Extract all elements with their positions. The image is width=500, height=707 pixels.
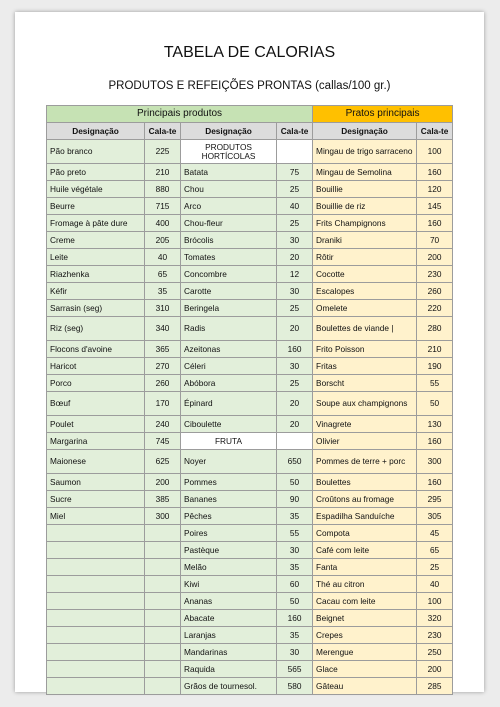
- product-calories: 65: [145, 266, 181, 283]
- product-calories: [145, 525, 181, 542]
- vegetable-fruit-name: Pastèque: [181, 542, 277, 559]
- table-row: [47, 300, 453, 317]
- product-name: [47, 576, 145, 593]
- product-name: Fromage à pâte dure: [47, 215, 145, 232]
- vegetable-fruit-name: Brócolis: [181, 232, 277, 249]
- product-name: Pão preto: [47, 164, 145, 181]
- product-name: [47, 644, 145, 661]
- product-calories: 365: [145, 341, 181, 358]
- product-calories: 210: [145, 164, 181, 181]
- product-calories: [145, 678, 181, 695]
- vegetable-fruit-calories: 55: [277, 525, 313, 542]
- vegetable-fruit-calories: 650: [277, 450, 313, 474]
- table-row: [47, 627, 453, 644]
- product-calories: 310: [145, 300, 181, 317]
- dish-name: Cacau com leite: [313, 593, 417, 610]
- table-row: [47, 678, 453, 695]
- vegetable-fruit-name: Beringela: [181, 300, 277, 317]
- vegetable-fruit-calories: 30: [277, 232, 313, 249]
- table-row: [47, 433, 453, 450]
- dish-name: Bouillie: [313, 181, 417, 198]
- vegetable-fruit-name: Mandarinas: [181, 644, 277, 661]
- table-row: [47, 661, 453, 678]
- product-name: Flocons d'avoine: [47, 341, 145, 358]
- table-row: [47, 232, 453, 249]
- product-calories: 300: [145, 508, 181, 525]
- vegetable-fruit-name: Grãos de tournesol.: [181, 678, 277, 695]
- vegetable-fruit-name: Poires: [181, 525, 277, 542]
- vegetable-fruit-calories: 25: [277, 375, 313, 392]
- table-row: [47, 610, 453, 627]
- dish-calories: 305: [417, 508, 453, 525]
- vegetable-fruit-calories: 20: [277, 392, 313, 416]
- table-row: [47, 375, 453, 392]
- vegetable-fruit-calories: 35: [277, 559, 313, 576]
- table-row: [47, 249, 453, 266]
- vegetable-fruit-name: Arco: [181, 198, 277, 215]
- product-name: Beurre: [47, 198, 145, 215]
- table-row: [47, 317, 453, 341]
- dish-calories: 230: [417, 627, 453, 644]
- table-row: [47, 341, 453, 358]
- header-name-1: Designação: [47, 123, 145, 140]
- dish-name: Soupe aux champignons: [313, 392, 417, 416]
- vegetable-fruit-calories: 20: [277, 317, 313, 341]
- product-calories: 715: [145, 198, 181, 215]
- vegetable-fruit-name: Épinard: [181, 392, 277, 416]
- header-cal-2: Cala-te: [277, 123, 313, 140]
- dish-calories: 145: [417, 198, 453, 215]
- product-name: Maionese: [47, 450, 145, 474]
- dish-calories: 160: [417, 215, 453, 232]
- dish-name: Borscht: [313, 375, 417, 392]
- header-cal-1: Cala-te: [145, 123, 181, 140]
- product-name: Huile végétale: [47, 181, 145, 198]
- product-name: Creme: [47, 232, 145, 249]
- dish-name: Thé au citron: [313, 576, 417, 593]
- table-row: [47, 140, 453, 164]
- dish-name: Mingau de trigo sarraceno: [313, 140, 417, 164]
- dish-name: Glace: [313, 661, 417, 678]
- vegetable-fruit-calories: 565: [277, 661, 313, 678]
- vegetable-fruit-name: Céleri: [181, 358, 277, 375]
- dish-calories: 130: [417, 416, 453, 433]
- product-name: Sarrasin (seg): [47, 300, 145, 317]
- product-calories: [145, 576, 181, 593]
- dish-name: Fanta: [313, 559, 417, 576]
- product-name: Kéfir: [47, 283, 145, 300]
- product-calories: 385: [145, 491, 181, 508]
- vegetable-fruit-name: Abacate: [181, 610, 277, 627]
- product-name: [47, 525, 145, 542]
- product-name: Haricot: [47, 358, 145, 375]
- vegetable-fruit-calories: 90: [277, 491, 313, 508]
- vegetable-fruit-name: Chou-fleur: [181, 215, 277, 232]
- dish-name: Escalopes: [313, 283, 417, 300]
- vegetable-fruit-name: Kiwi: [181, 576, 277, 593]
- vegetable-fruit-calories: 35: [277, 627, 313, 644]
- page-subtitle: PRODUTOS E REFEIÇÕES PRONTAS (callas/100 gr.): [108, 80, 391, 92]
- table-row: [47, 181, 453, 198]
- vegetable-fruit-calories: 30: [277, 283, 313, 300]
- dish-name: Omelete: [313, 300, 417, 317]
- product-calories: 40: [145, 249, 181, 266]
- table-row: [47, 559, 453, 576]
- vegetable-fruit-name: Carotte: [181, 283, 277, 300]
- table-row: [47, 450, 453, 474]
- product-calories: [145, 661, 181, 678]
- product-calories: [145, 593, 181, 610]
- dish-calories: 45: [417, 525, 453, 542]
- table-row: [47, 644, 453, 661]
- dish-calories: 190: [417, 358, 453, 375]
- table-row: [47, 542, 453, 559]
- product-calories: 240: [145, 416, 181, 433]
- dish-name: Frits Champignons: [313, 215, 417, 232]
- dish-name: Mingau de Semolina: [313, 164, 417, 181]
- header-cal-3: Cala-te: [417, 123, 453, 140]
- product-name: Pão branco: [47, 140, 145, 164]
- product-name: Saumon: [47, 474, 145, 491]
- table-row: [47, 392, 453, 416]
- product-name: Sucre: [47, 491, 145, 508]
- dish-calories: 250: [417, 644, 453, 661]
- dish-calories: 50: [417, 392, 453, 416]
- vegetable-fruit-calories: 12: [277, 266, 313, 283]
- dish-calories: 65: [417, 542, 453, 559]
- product-name: [47, 627, 145, 644]
- vegetable-fruit-name: Tomates: [181, 249, 277, 266]
- table-row: [47, 508, 453, 525]
- product-name: [47, 661, 145, 678]
- section-main-dishes: Pratos principais: [313, 106, 453, 123]
- product-calories: 340: [145, 317, 181, 341]
- vegetable-fruit-calories: 60: [277, 576, 313, 593]
- product-name: Leite: [47, 249, 145, 266]
- vegetable-fruit-calories: 160: [277, 610, 313, 627]
- dish-calories: 40: [417, 576, 453, 593]
- product-name: [47, 610, 145, 627]
- dish-calories: 160: [417, 433, 453, 450]
- dish-calories: 55: [417, 375, 453, 392]
- product-calories: [145, 542, 181, 559]
- dish-calories: 280: [417, 317, 453, 341]
- vegetable-fruit-name: Radis: [181, 317, 277, 341]
- product-name: [47, 559, 145, 576]
- product-calories: 260: [145, 375, 181, 392]
- vegetable-fruit-calories: 160: [277, 341, 313, 358]
- table-row: [47, 358, 453, 375]
- table-row: [47, 416, 453, 433]
- vegetable-fruit-name: Ciboulette: [181, 416, 277, 433]
- product-calories: 745: [145, 433, 181, 450]
- product-calories: 270: [145, 358, 181, 375]
- dish-name: Crepes: [313, 627, 417, 644]
- product-name: Bœuf: [47, 392, 145, 416]
- product-name: [47, 678, 145, 695]
- dish-name: Boulettes: [313, 474, 417, 491]
- subsection-label: PRODUTOS HORTÍCOLAS: [181, 140, 277, 164]
- dish-name: Vinagrete: [313, 416, 417, 433]
- vegetable-fruit-calories: 30: [277, 542, 313, 559]
- table-row: [47, 576, 453, 593]
- table-row: [47, 593, 453, 610]
- product-name: Porco: [47, 375, 145, 392]
- vegetable-fruit-calories: 50: [277, 474, 313, 491]
- vegetable-fruit-calories: 25: [277, 215, 313, 232]
- vegetable-fruit-name: Noyer: [181, 450, 277, 474]
- product-calories: [145, 559, 181, 576]
- vegetable-fruit-calories: [277, 140, 313, 164]
- dish-name: Frito Poisson: [313, 341, 417, 358]
- dish-name: Bouillie de riz: [313, 198, 417, 215]
- product-calories: 205: [145, 232, 181, 249]
- dish-calories: 120: [417, 181, 453, 198]
- dish-name: Beignet: [313, 610, 417, 627]
- dish-name: Compota: [313, 525, 417, 542]
- product-name: Riazhenka: [47, 266, 145, 283]
- section-header-row: [47, 106, 453, 123]
- product-calories: 200: [145, 474, 181, 491]
- product-name: [47, 593, 145, 610]
- header-name-2: Designação: [181, 123, 277, 140]
- dish-name: Rôtir: [313, 249, 417, 266]
- vegetable-fruit-name: Concombre: [181, 266, 277, 283]
- dish-calories: 100: [417, 593, 453, 610]
- vegetable-fruit-name: Azeitonas: [181, 341, 277, 358]
- vegetable-fruit-name: Pêches: [181, 508, 277, 525]
- product-name: Miel: [47, 508, 145, 525]
- dish-name: Café com leite: [313, 542, 417, 559]
- dish-name: Gâteau: [313, 678, 417, 695]
- vegetable-fruit-name: Raquida: [181, 661, 277, 678]
- product-name: Riz (seg): [47, 317, 145, 341]
- vegetable-fruit-name: Abóbora: [181, 375, 277, 392]
- dish-calories: 320: [417, 610, 453, 627]
- product-calories: 880: [145, 181, 181, 198]
- vegetable-fruit-calories: 50: [277, 593, 313, 610]
- vegetable-fruit-name: Batata: [181, 164, 277, 181]
- product-name: Poulet: [47, 416, 145, 433]
- vegetable-fruit-calories: 25: [277, 181, 313, 198]
- dish-calories: 260: [417, 283, 453, 300]
- table-row: [47, 491, 453, 508]
- column-header-row: [47, 123, 453, 140]
- table-row: [47, 215, 453, 232]
- dish-name: Draniki: [313, 232, 417, 249]
- dish-calories: 160: [417, 474, 453, 491]
- calorie-table: [46, 105, 453, 695]
- product-name: [47, 542, 145, 559]
- table-row: [47, 164, 453, 181]
- dish-name: Fritas: [313, 358, 417, 375]
- vegetable-fruit-calories: 25: [277, 300, 313, 317]
- dish-calories: 70: [417, 232, 453, 249]
- vegetable-fruit-calories: 20: [277, 249, 313, 266]
- vegetable-fruit-calories: [277, 433, 313, 450]
- vegetable-fruit-name: Pommes: [181, 474, 277, 491]
- vegetable-fruit-calories: 75: [277, 164, 313, 181]
- dish-calories: 230: [417, 266, 453, 283]
- table-row: [47, 474, 453, 491]
- dish-name: Pommes de terre + porc: [313, 450, 417, 474]
- vegetable-fruit-calories: 580: [277, 678, 313, 695]
- product-calories: [145, 610, 181, 627]
- vegetable-fruit-calories: 30: [277, 644, 313, 661]
- product-calories: 225: [145, 140, 181, 164]
- dish-calories: 200: [417, 249, 453, 266]
- dish-calories: 285: [417, 678, 453, 695]
- dish-calories: 25: [417, 559, 453, 576]
- product-calories: 625: [145, 450, 181, 474]
- vegetable-fruit-calories: 30: [277, 358, 313, 375]
- vegetable-fruit-name: Chou: [181, 181, 277, 198]
- vegetable-fruit-name: Laranjas: [181, 627, 277, 644]
- dish-calories: 300: [417, 450, 453, 474]
- subsection-label: FRUTA: [181, 433, 277, 450]
- product-calories: 170: [145, 392, 181, 416]
- product-calories: 35: [145, 283, 181, 300]
- dish-name: Merengue: [313, 644, 417, 661]
- vegetable-fruit-name: Melão: [181, 559, 277, 576]
- dish-name: Croûtons au fromage: [313, 491, 417, 508]
- dish-calories: 220: [417, 300, 453, 317]
- product-calories: [145, 627, 181, 644]
- vegetable-fruit-name: Bananes: [181, 491, 277, 508]
- vegetable-fruit-name: Ananas: [181, 593, 277, 610]
- dish-calories: 160: [417, 164, 453, 181]
- vegetable-fruit-calories: 40: [277, 198, 313, 215]
- table-row: [47, 266, 453, 283]
- product-calories: 400: [145, 215, 181, 232]
- table-row: [47, 198, 453, 215]
- product-calories: [145, 644, 181, 661]
- vegetable-fruit-calories: 20: [277, 416, 313, 433]
- table-row: [47, 525, 453, 542]
- dish-calories: 295: [417, 491, 453, 508]
- dish-name: Espadilha Sanduíche: [313, 508, 417, 525]
- dish-calories: 200: [417, 661, 453, 678]
- vegetable-fruit-calories: 35: [277, 508, 313, 525]
- page-title: TABELA DE CALORIAS: [163, 44, 336, 61]
- dish-name: Cocotte: [313, 266, 417, 283]
- dish-name: Boulettes de viande |: [313, 317, 417, 341]
- document-page: [15, 12, 484, 692]
- product-name: Margarina: [47, 433, 145, 450]
- header-name-3: Designação: [313, 123, 417, 140]
- dish-calories: 210: [417, 341, 453, 358]
- section-main-products: Principais produtos: [47, 106, 313, 123]
- dish-name: Olivier: [313, 433, 417, 450]
- table-row: [47, 283, 453, 300]
- dish-calories: 100: [417, 140, 453, 164]
